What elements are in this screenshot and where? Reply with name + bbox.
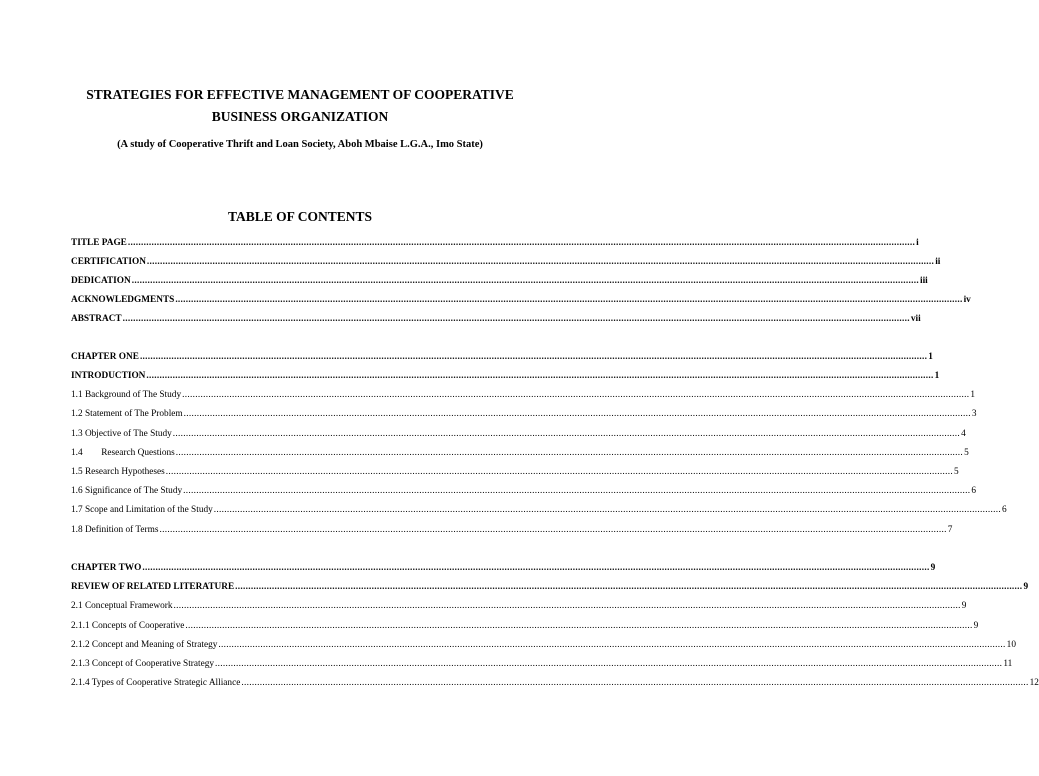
toc-entry-page: 11 [1003,659,1013,669]
toc-leader-dots: ............................................................................................................................................................................................................................................................................................................ [159,525,947,535]
toc-entry-label: REVIEW OF RELATED LITERATURE [71,582,235,592]
toc-entry[interactable] [71,675,1039,689]
toc-entry[interactable] [71,502,1007,516]
toc-entry-page: 5 [964,448,969,458]
toc-entry[interactable] [71,656,1013,670]
toc-entry-page: 3 [971,409,977,419]
toc-entry-label: 2.1 Conceptual Framework [71,601,173,611]
toc-leader-dots: ............................................................................................................................................................................................................................................................................................................ [183,486,971,496]
toc-entry[interactable] [71,483,977,497]
toc-leader-dots: ............................................................................................................................................................................................................................................................................................................ [146,257,935,267]
toc-leader-dots: ............................................................................................................................................................................................................................................................................................................ [218,640,1006,650]
toc-entry-page: i [916,238,919,248]
toc-entry-page: 9 [961,601,967,611]
toc-entry-label: ACKNOWLEDGMENTS [71,295,175,305]
toc-leader-dots: ............................................................................................................................................................................................................................................................................................................ [173,601,961,611]
toc-entry-label: 1.1 Background of The Study [71,390,182,400]
document-subtitle: (A study of Cooperative Thrift and Loan Society, Aboh Mbaise L.G.A., Imo State) [117,139,483,150]
toc-leader-dots: ............................................................................................................................................................................................................................................................................................................ [139,352,928,362]
toc-entry-page: 12 [1029,678,1039,688]
toc-leader-dots: ............................................................................................................................................................................................................................................................................................................ [142,563,930,573]
toc-entry[interactable] [71,368,940,382]
toc-entry[interactable] [71,273,928,287]
toc-entry-label: 1.7 Scope and Limitation of the Study [71,505,213,515]
toc-entry-page: 9 [930,563,936,573]
toc-entry[interactable] [71,637,1016,651]
toc-entry-page: 7 [947,525,953,535]
toc-entry-page: iv [963,295,971,305]
toc-leader-dots: ............................................................................................................................................................................................................................................................................................................ [175,295,963,305]
toc-entry[interactable] [71,387,976,401]
toc-entry[interactable] [71,579,1029,593]
toc-entry-page: iii [920,276,928,286]
toc-leader-dots: ............................................................................................................................................................................................................................................................................................................ [213,505,1002,515]
toc-entry-label: 2.1.1 Concepts of Cooperative [71,621,185,631]
document-title-line-2: BUSINESS ORGANIZATION [211,109,389,124]
toc-leader-dots: ............................................................................................................................................................................................................................................................................................................ [183,409,971,419]
toc-entry-page: 6 [971,486,977,496]
toc-entry-page: 4 [961,429,966,439]
toc-entry[interactable] [71,235,919,249]
toc-leader-dots: ............................................................................................................................................................................................................................................................................................................ [131,276,920,286]
toc-entry-label: 1.5 Research Hypotheses [71,467,165,477]
toc-leader-dots: ............................................................................................................................................................................................................................................................................................................ [182,390,970,400]
toc-entry[interactable] [71,311,921,325]
toc-entry[interactable] [71,464,959,478]
toc-entry[interactable] [71,426,966,440]
toc-entry-label: 2.1.2 Concept and Meaning of Strategy [71,640,218,650]
toc-entry-label: INTRODUCTION [71,371,146,381]
toc-entry-page: 1 [970,390,976,400]
toc-entry[interactable] [71,598,967,612]
toc-heading: TABLE OF CONTENTS [227,209,373,224]
toc-entry[interactable] [71,560,936,574]
toc-entry-page: vii [910,314,921,324]
toc-entry-page: 6 [1002,505,1007,515]
toc-entry-label: 2.1.4 Types of Cooperative Strategic Alliance [71,678,241,688]
toc-entry[interactable] [71,292,971,306]
toc-leader-dots: ............................................................................................................................................................................................................................................................................................................ [235,582,1023,592]
toc-entry-label: CHAPTER TWO [71,563,142,573]
toc-entry[interactable] [71,445,969,459]
toc-entry-label: 1.3 Objective of The Study [71,429,172,439]
toc-leader-dots: ............................................................................................................................................................................................................................................................................................................ [127,238,916,248]
toc-leader-dots: ............................................................................................................................................................................................................................................................................................................ [172,429,961,439]
toc-entry-label: 1.4 Research Questions [71,448,175,458]
toc-leader-dots: ............................................................................................................................................................................................................................................................................................................ [165,467,953,477]
toc-entry-label: 1.2 Statement of The Problem [71,409,183,419]
toc-entry-label: CERTIFICATION [71,257,146,267]
toc-entry-page: 5 [953,467,959,477]
toc-entry-page: 9 [973,621,979,631]
toc-leader-dots: ............................................................................................................................................................................................................................................................................................................ [122,314,910,324]
toc-entry-page: 1 [928,352,933,362]
toc-entry-label: 1.8 Definition of Terms [71,525,159,535]
document-title-line-1: STRATEGIES FOR EFFECTIVE MANAGEMENT OF COOPERATIVE [86,87,514,102]
toc-leader-dots: ............................................................................................................................................................................................................................................................................................................ [175,448,964,458]
toc-entry-page: 10 [1006,640,1016,650]
toc-entry[interactable] [71,349,933,363]
toc-leader-dots: ............................................................................................................................................................................................................................................................................................................ [146,371,934,381]
toc-entry-label: DEDICATION [71,276,131,286]
toc-entry-page: 9 [1023,582,1029,592]
toc-entry-page: ii [935,257,941,267]
toc-entry-label: TITLE PAGE [71,238,127,248]
toc-entry-label: CHAPTER ONE [71,352,139,362]
toc-leader-dots: ............................................................................................................................................................................................................................................................................................................ [215,659,1003,669]
toc-entry[interactable] [71,618,979,632]
toc-entry-label: 2.1.3 Concept of Cooperative Strategy [71,659,215,669]
toc-entry[interactable] [71,522,953,536]
toc-leader-dots: ............................................................................................................................................................................................................................................................................................................ [241,678,1029,688]
toc-entry[interactable] [71,406,977,420]
toc-entry-page: 1 [934,371,940,381]
toc-entry-label: ABSTRACT [71,314,122,324]
toc-entry[interactable] [71,254,941,268]
toc-leader-dots: ............................................................................................................................................................................................................................................................................................................ [185,621,973,631]
toc-entry-label: 1.6 Significance of The Study [71,486,183,496]
